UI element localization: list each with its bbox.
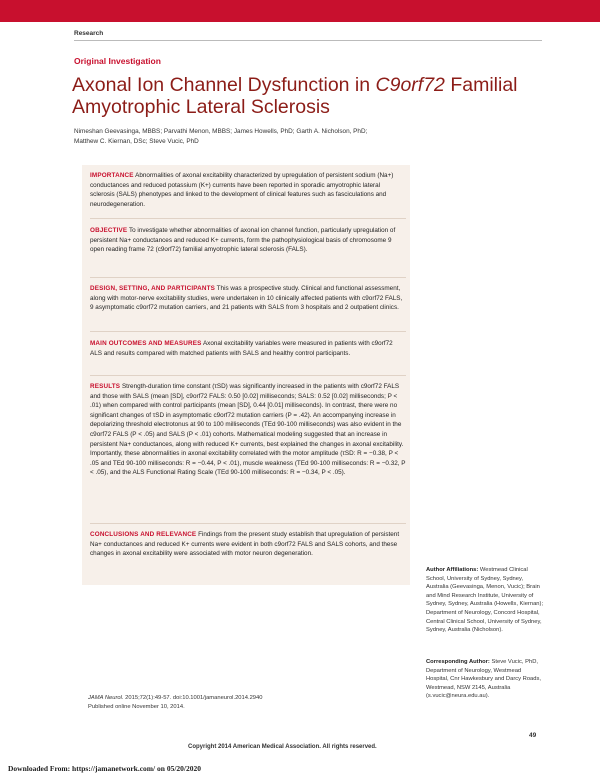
author-affiliations: Author Affiliations: Westmead Clinical School, University of Sydney, Sydney, Australia (Geevasinga, Menon, Vucic); Brain and Mind Research Institute, University of Sydney, Sydney, Australia (Howells, Kiernan); Department of Neurology, Concord Hospital, Central Clinical School, University of Sydney, Sydney, Australia (Nicholson). (426, 567, 544, 634)
abstract-divider (90, 218, 406, 219)
article-title: Axonal Ion Channel Dysfunction in C9orf72 Familial Amyotrophic Lateral Sclerosis (72, 74, 518, 118)
section-label: Research (74, 30, 104, 37)
citation: JAMA Neurol. 2015;72(1):49-57. doi:10.1001/jamaneurol.2014.2940 Published online November 10, 2014. (88, 695, 263, 710)
abstract-results: RESULTS Strength-duration time constant (τSD) was significantly increased in the patients with c9orf72 FALS and those with SALS (mean [SD], c9orf72 FALS: 0.50 [0.02] milliseconds; SALS: 0.52 [0.02] milliseconds; P < .01) when compared with control participants (mean [SD], 0.44 [0.01] milliseconds). In contrast, there were no significant changes of τSD in asymptomatic c9orf72 mutation carriers (P = .42). An accompanying increase in depolarizing threshold electrotonus at 90 to 100 milliseconds (TEd 90-100 milliseconds) was also evident in the c9orf72 FALS (P < .05) and SALS (P < .01) cohorts. Mathematical modeling suggested that an increase in persistent Na+ conductances, along with reduced K+ currents, best explained the changes in axonal excitability. Importantly, these abnormalities in axonal excitability correlated with the motor amplitude (τSD: R = −0.38, P < .05 and TEd 90-100 milliseconds: R = −0.44, P < .01), muscle weakness (TEd 90-100 milliseconds: R = −0.32, P < .05), and the ALS Functional Rating Scale (TEd 90-100 milliseconds: R = −0.34, P < .05). (90, 383, 406, 477)
header-rule (74, 40, 542, 41)
abstract-outcomes: MAIN OUTCOMES AND MEASURES Axonal excitability variables were measured in patients with c9orf72 ALS and results compared with matched patients with SALS and healthy control participants. (90, 340, 393, 357)
download-stamp: Downloaded From: https://jamanetwork.com/ on 05/20/2020 (8, 764, 201, 773)
corresponding-author: Corresponding Author: Steve Vucic, PhD, Department of Neurology, Westmead Hospital, Cnr Hawkesbury and Darcy Roads, Westmead, NSW 2145, Australia (s.vucic@neura.edu.au). (426, 659, 542, 700)
abstract-divider (90, 331, 406, 332)
abstract-design: DESIGN, SETTING, AND PARTICIPANTS This was a prospective study. Clinical and functional assessment, along with motor-nerve excitability studies, were undertaken in 10 clinically affected patients with c9orf72 FALS, 9 asymptomatic c9orf72 mutation carriers, and 21 patients with SALS from 3 hospitals and 2 outpatient clinics. (90, 285, 403, 312)
article-type-label: Original Investigation (74, 56, 161, 66)
abstract-importance: IMPORTANCE Abnormalities of axonal excitability characterized by upregulation of persistent sodium (Na+) conductances and reduced potassium (K+) currents have been reported in sporadic amyotrophic lateral sclerosis (SALS) phenotypes and linked to the development of clinical features such as fasciculations and neurodegeneration. (90, 172, 394, 208)
abstract-divider (90, 375, 406, 376)
abstract-conclusions: CONCLUSIONS AND RELEVANCE Findings from the present study establish that upregulation of persistent Na+ conductances and reduced K+ currents were evident in both c9orf72 FALS and SALS cohorts, and these changes in axonal excitability were associated with motor neuron degeneration. (90, 531, 400, 558)
journal-header-bar (0, 0, 600, 22)
abstract-divider (90, 523, 406, 524)
page-number: 49 (529, 732, 537, 739)
abstract-divider (90, 277, 406, 278)
author-list: Nimeshan Geevasinga, MBBS; Parvathi Menon, MBBS; James Howells, PhD; Garth A. Nicholson, PhD; Matthew C. Kiernan, DSc; Steve Vucic, PhD (74, 128, 368, 145)
abstract-objective: OBJECTIVE To investigate whether abnormalities of axonal ion channel function, particularly upregulation of persistent Na+ conductances and reduced K+ currents, form the pathophysiological basis of chromosome 9 open reading frame 72 (c9orf72) familial amyotrophic lateral sclerosis (FALS). (90, 227, 396, 254)
copyright-notice: Copyright 2014 American Medical Association. All rights reserved. (188, 744, 377, 750)
